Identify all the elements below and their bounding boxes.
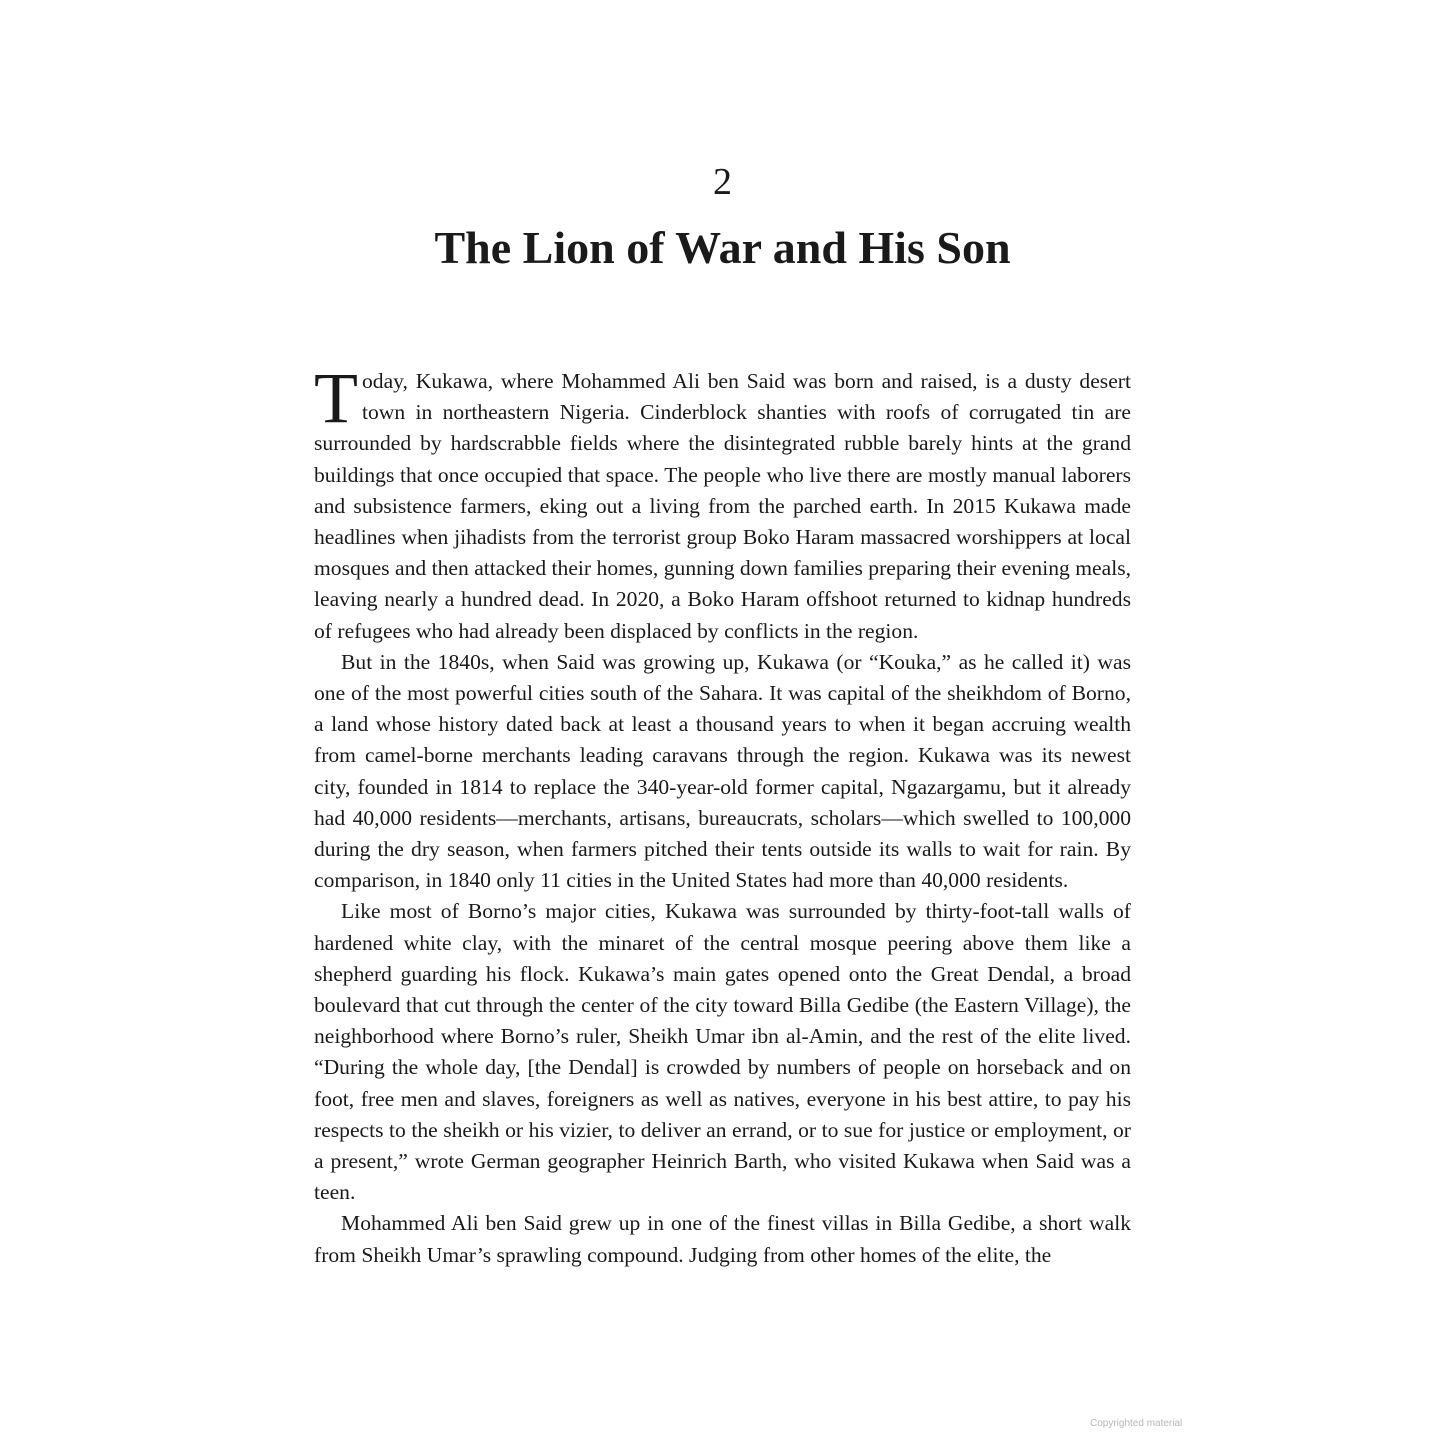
chapter-title: The Lion of War and His Son <box>434 222 1011 273</box>
paragraph-4: Mohammed Ali ben Said grew up in one of the finest villas in Billa Gedibe, a short walk from Sheikh Umar’s sprawling compound. Judging from other homes of the elite, the <box>314 1211 1131 1267</box>
paragraph-2: But in the 1840s, when Said was growing up, Kukawa (or “Kouka,” as he called it) was one of the most powerful cities south of the Sahara. It was capital of the sheikhdom of Borno, a land whose history dated back at least a thousand years to when it began accruing wealth from camel-borne merchants leading caravans through the region. Kukawa was its newest city, founded in 1814 to replace the 340-year-old former capital, Ngazargamu, but it already had 40,000 residents—merchants, artisans, bureaucrats, scholars—which swelled to 100,000 during the dry season, when farmers pitched their tents outside its walls to wait for rain. By comparison, in 1840 only 11 cities in the United States had more than 40,000 residents. <box>314 649 1131 893</box>
paragraph-1-text: oday, Kukawa, where Mohammed Ali ben Said was born and raised, is a dusty desert town in northeastern Nigeria. Cinderblock shanties with roofs of corrugated tin are surrounded by hardscrabble fields where the disintegrated rubble barely hints at the grand buildings that once occupied that space. The people who live there are mostly manual laborers and subsistence farmers, eking out a living from the parched earth. In 2015 Kukawa made headlines when jihadists from the terrorist group Boko Haram massacred worshippers at local mosques and then attacked their homes, gunning down families preparing their evening meals, leaving nearly a hundred dead. In 2020, a Boko Haram offshoot returned to kidnap hundreds of refugees who had already been displaced by conflicts in the region. <box>314 369 1131 643</box>
chapter-number: 2 <box>713 161 732 203</box>
body-text <box>314 358 1131 1271</box>
paragraph-1 <box>314 358 1131 647</box>
drop-cap: T <box>314 358 358 438</box>
copyright-watermark: Copyrighted material <box>1090 1418 1183 1429</box>
paragraph-3: Like most of Borno’s major cities, Kukawa was surrounded by thirty-foot-tall walls of hardened white clay, with the minaret of the central mosque peering above them like a shepherd guarding his flock. Kukawa’s main gates opened onto the Great Dendal, a broad boulevard that cut through the center of the city toward Billa Gedibe (the Eastern Village), the neighborhood where Borno’s ruler, Sheikh Umar ibn al-Amin, and the rest of the elite lived. “During the whole day, [the Dendal] is crowded by numbers of people on horseback and on foot, free men and slaves, foreigners as well as natives, everyone in his best attire, to pay his respects to the sheikh or his vizier, to deliver an errand, or to sue for justice or employment, or a present,” wrote German geographer Heinrich Barth, who visited Kukawa when Said was a teen. <box>314 899 1131 1205</box>
